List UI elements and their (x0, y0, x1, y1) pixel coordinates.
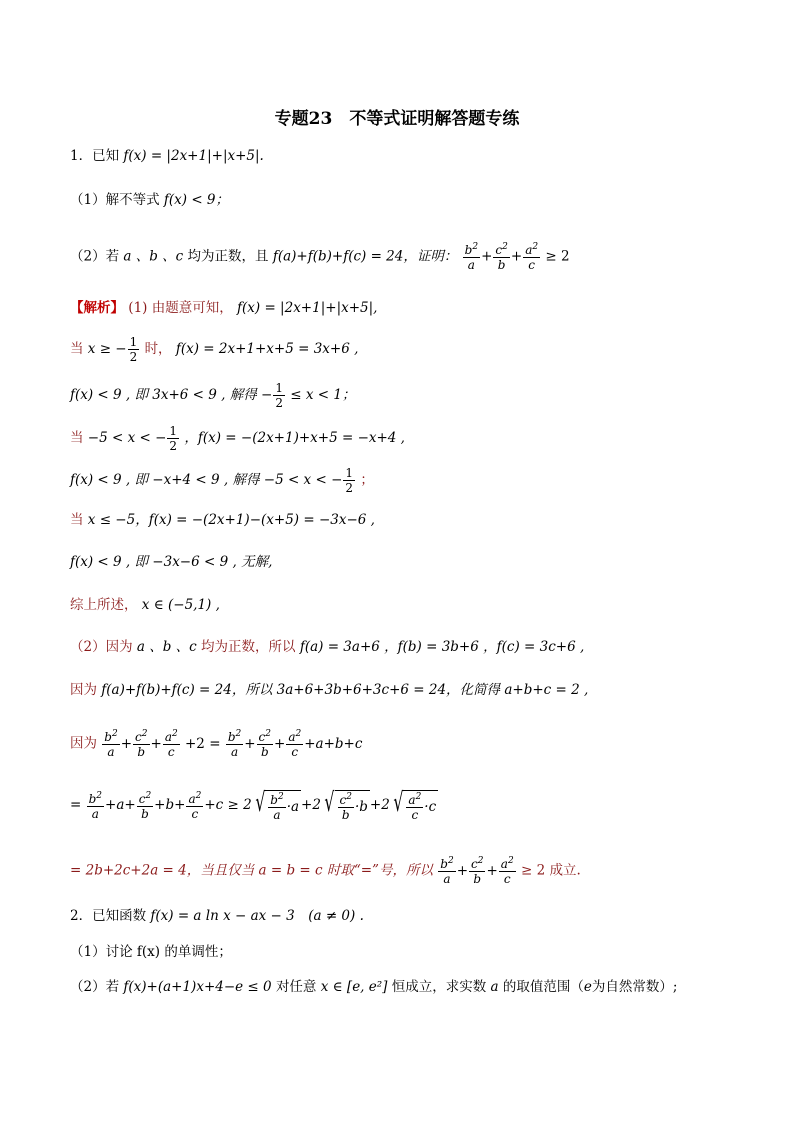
solution-line-11-tail: +a+b+c (304, 735, 363, 752)
solution-line-8-pre: 综上所述， (70, 597, 138, 613)
q1-head: 1．已知 (70, 148, 120, 164)
solution-line-4 (70, 425, 405, 452)
q2-part1 (70, 942, 232, 962)
solution-line-1-expr: f(x) = |2x+1|+|x+5|, (237, 300, 378, 316)
fraction-b2-over-a: $\frac{b^2}{a}$ (104, 729, 118, 759)
fraction-b2-over-a: $\frac{b^2}{a}$ (227, 729, 242, 759)
solution-line-11-pre: 因为 (70, 735, 97, 752)
solution-line-2-cond: x ≥ − (87, 341, 127, 357)
solution-line-5-expr: f(x) < 9 , 即 −x+4 < 9 , 解得 −5 < x < − (70, 472, 343, 488)
solution-line-13: = 2b+2c+2a = 4，当且仅当 a = b = c 时取“=”号，所以 $\frac{b^2}{a}$ + $\frac{c^2}{b}$ + $\frac{a^2}{c}$ ≥ 2 成立. (70, 856, 581, 886)
solution-line-12: = $\frac{b^2}{a}$ +a+ $\frac{c^2}{b}$ +b+ $\frac{a^2}{c}$ +c ≥ 2 √ $\frac{b^2}{a}$ ·a +2 √ $\frac{c^2}{b}$ ·b +2 √ $\frac{a^2}{c}$ ·c (70, 788, 437, 822)
q1-part1-label: （1）解不等式 (70, 192, 160, 208)
q2-part2-text2: 恒成立，求实数 (391, 979, 487, 995)
solution-line-6 (70, 510, 375, 530)
q2-part2 (70, 977, 677, 997)
fraction-a2-over-c: $\frac{a^2}{c}$ (288, 729, 302, 759)
fraction-one-half: $\frac{1}{2}$ (129, 335, 138, 364)
q1-part2-cond: f(a)+f(b)+f(c) = 24，证明： (272, 248, 458, 265)
solution-line-4-pre: 当 (70, 430, 84, 446)
q1-part2-label: （2）若 (70, 248, 120, 265)
solution-line-9-text: 均为正数，所以 (201, 639, 296, 655)
solution-line-9-pre: （2）因为 (70, 639, 133, 655)
solution-line-11-mid: +2 = (185, 735, 221, 752)
solution-line-2 (70, 336, 358, 363)
fraction-c2-over-b: $\frac{c^2}{b}$ (471, 856, 484, 886)
q1-statement (70, 146, 264, 166)
solution-line-4-cond: −5 < x < − (87, 430, 167, 446)
q2-part2-text3: 的取值范围（ (502, 979, 584, 995)
q2-head: 2．已知函数 (70, 908, 147, 924)
solution-line-2-expr: f(x) = 2x+1+x+5 = 3x+6 , (175, 341, 359, 357)
solution-line-13-tail: ≥ 2 成立. (520, 862, 581, 879)
solution-line-3 (70, 382, 356, 409)
solution-line-1 (70, 298, 377, 318)
solution-line-5 (70, 467, 374, 494)
q2-part2-text4: 为自然常数）; (591, 979, 678, 995)
solution-line-9 (70, 637, 584, 657)
q2-part2-domain: x ∈ [e, e²] (320, 979, 388, 995)
fraction-one-half: $\frac{1}{2}$ (345, 466, 354, 495)
solution-line-8 (70, 595, 220, 615)
fraction-b2-over-a: $\frac{b^2}{a}$ (440, 856, 454, 886)
fraction-c2-over-b: $\frac{c^2}{b}$ (495, 242, 508, 272)
q2-part2-pre: （2）若 (70, 979, 120, 995)
fraction-a2-over-c: $\frac{a^2}{c}$ (525, 242, 539, 272)
fraction-c2-over-b: $\frac{c^2}{b}$ (258, 729, 272, 759)
q1-part1-expr: f(x) < 9； (163, 192, 230, 208)
q2-part2-text: 对任意 (275, 979, 317, 995)
q1-part2-vars: a 、b 、c (123, 248, 184, 265)
solution-line-1-text: (1) 由题意可知， (128, 300, 233, 316)
fraction-c2-over-b: $\frac{c^2}{b}$ (138, 790, 152, 821)
solution-line-7 (70, 552, 272, 572)
fraction-b2-over-a: $\frac{b^2}{a}$ (88, 790, 103, 821)
q1-part2-text: 均为正数，且 (187, 248, 269, 265)
solution-line-11: 因为 $\frac{b^2}{a}$ + $\frac{c^2}{b}$ + $\frac{a^2}{c}$ +2 = $\frac{b^2}{a}$ + $\frac{c^2}{b}$ + $\frac{a^2}{c}$ +a+b+c (70, 729, 363, 759)
solution-line-8-expr: x ∈ (−5,1) , (141, 597, 220, 613)
solution-line-10-pre: 因为 (70, 682, 97, 698)
q1-func: f(x) = |2x+1|+|x+5|. (123, 148, 264, 164)
sqrt-a2-over-c-times-c: √ $\frac{a^2}{c}$ ·c (393, 788, 437, 822)
sqrt-c2-over-b-times-b: √ $\frac{c^2}{b}$ ·b (324, 788, 368, 822)
fraction-b2-over-a: $\frac{b^2}{a}$ (464, 242, 479, 272)
solution-line-10-expr: f(a)+f(b)+f(c) = 24，所以 3a+6+3b+6+3c+6 = 24，化简得 a+b+c = 2 , (101, 682, 589, 698)
fraction-a2-over-c: $\frac{a^2}{c}$ (188, 790, 202, 821)
solution-line-13-expr: = 2b+2c+2a = 4，当且仅当 a = b = c 时取“=”号，所以 (70, 862, 433, 879)
q2-statement (70, 906, 364, 926)
q2-part2-e: e (583, 979, 592, 995)
solution-line-10 (70, 680, 588, 700)
solution-line-2-pre: 当 (70, 341, 84, 357)
solution-line-12-eq: = (70, 797, 82, 813)
q2-part1-text: （1）讨论 f(x) 的单调性； (70, 944, 232, 960)
solution-line-9-expr: f(a) = 3a+6 ，f(b) = 3b+6 ，f(c) = 3c+6 , (299, 639, 585, 655)
q1-part1 (70, 190, 229, 210)
solution-line-3-expr: f(x) < 9 , 即 3x+6 < 9 , 解得 − (70, 387, 273, 403)
q2-func: f(x) = a ln x − ax − 3 (a ≠ 0) . (150, 908, 364, 924)
solution-line-6-pre: 当 (70, 512, 84, 528)
solution-line-3-tail: ≤ x < 1； (290, 387, 356, 403)
q1-part2: （2）若 a 、b 、c 均为正数，且 f(a)+f(b)+f(c) = 24，证明： $\frac{b^2}{a}$ + $\frac{c^2}{b}$ + $\frac{a^2}{c}$ ≥ 2 (70, 242, 570, 272)
solution-line-9-vars: a 、b 、c (136, 639, 197, 655)
q1-part2-goal-tail: ≥ 2 (545, 248, 570, 265)
fraction-one-half: $\frac{1}{2}$ (275, 381, 283, 410)
solution-line-2-mid: 时， (144, 341, 172, 357)
solution-line-4-expr: ，f(x) = −(2x+1)+x+5 = −x+4 , (184, 430, 405, 446)
page-title: 专题23 不等式证明解答题专练 (274, 109, 520, 129)
solution-line-6-expr: x ≤ −5，f(x) = −(2x+1)−(x+5) = −3x−6 , (87, 512, 375, 528)
sqrt-b2-over-a-times-a: √ $\frac{b^2}{a}$ ·a (255, 788, 300, 822)
fraction-a2-over-c: $\frac{a^2}{c}$ (500, 856, 514, 886)
solution-tag: 【解析】 (70, 300, 124, 316)
fraction-c2-over-b: $\frac{c^2}{b}$ (135, 729, 148, 759)
solution-line-5-tail: ； (360, 472, 374, 488)
fraction-a2-over-c: $\frac{a^2}{c}$ (164, 729, 178, 759)
q2-part2-var: a (490, 979, 499, 995)
q2-part2-expr: f(x)+(a+1)x+4−e ≤ 0 (123, 979, 272, 995)
solution-line-7-expr: f(x) < 9 , 即 −3x−6 < 9 , 无解, (70, 554, 273, 570)
fraction-one-half: $\frac{1}{2}$ (169, 424, 178, 453)
